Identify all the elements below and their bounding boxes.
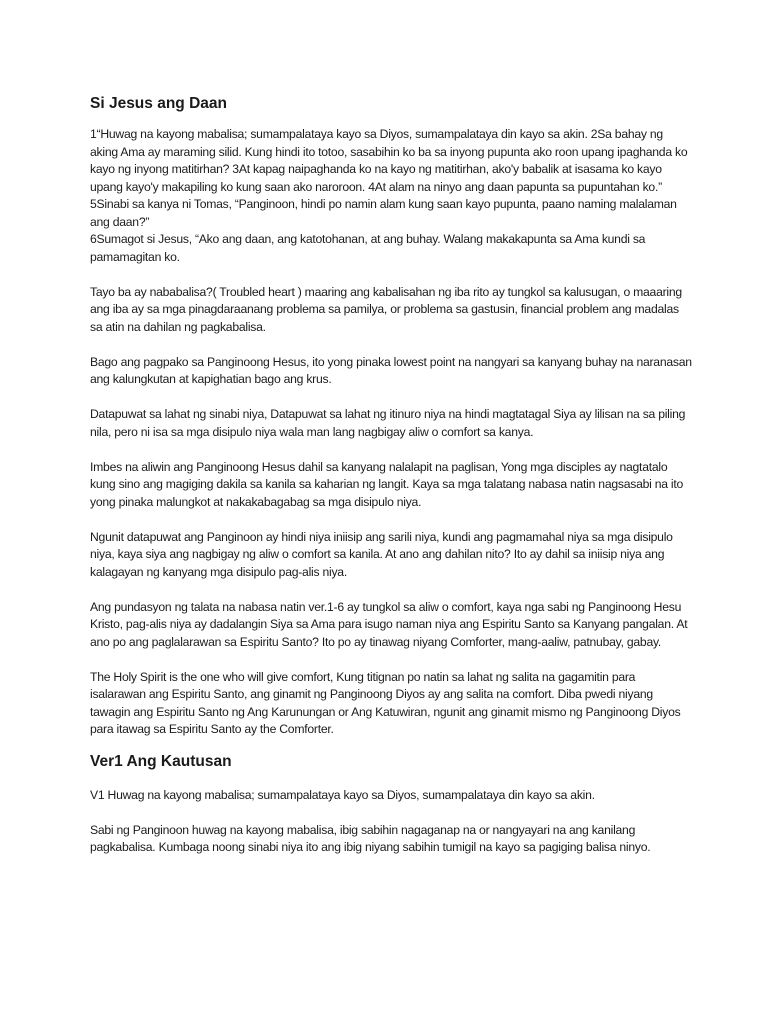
paragraph: Tayo ba ay nababalisa?( Troubled heart ) maaring ang kabalisahan ng iba rito ay tungkol sa kalusugan, o maaaring ang iba ay sa mga pinagdaraanang problema sa pamilya, or problema sa gastusin, financial problem ang madalas sa atin na dahilan ng pagkabalisa. (90, 284, 682, 334)
section-heading: Ver1 Ang Kautusan (90, 752, 232, 770)
paragraph: The Holy Spirit is the one who will give comfort, Kung titignan po natin sa lahat ng salita na gagamitin para isalarawan ang Espiritu Santo, ang ginamit ng Panginoong Diyos ay ang salita na comfort. Diba pwedi niyang tawagin ang Espiritu Santo ng Ang Karunungan or Ang Katuwiran, ngunit ang ginamit mismo ng Panginoong Diyos para itawag sa Espiritu Santo ay the Comforter. (90, 669, 681, 736)
document-title: Si Jesus ang Daan (90, 95, 227, 112)
paragraph: Ngunit datapuwat ang Panginoon ay hindi niya iniisip ang sarili niya, kundi ang pagmamahal niya sa mga disipulo niya, kaya siya ang nagbigay ng aliw o comfort sa kanila. At ano ang dahilan nito? Ito ay dahil sa iniisip niya ang kalagayan ng kanyang mga disipulo pag-alis niya. (90, 529, 673, 579)
scripture-intro-paragraph: 1“Huwag na kayong mabalisa; sumampalataya kayo sa Diyos, sumampalataya din kayo sa akin. 2Sa bahay ng aking Ama ay maraming silid. Kung hindi ito totoo, sasabihin ko ba sa inyong pupunta ako roon upang ipaghanda ko kayo ng inyong matitirhan? 3At kapag naipaghanda ko na kayo ng matitirhan, ako'y babalik at isasama ko kayo upang kayo'y makapiling ko kung saan ako naroroon. 4At alam na ninyo ang daan papunta sa pupuntahan ko.” 5Sinabi sa kanya ni Tomas, “Panginoon, hindi po namin alam kung saan kayo pupunta, paano naming malalaman ang daan?” 6Sumagot si Jesus, “Ako ang daan, ang katotohanan, at ang buhay. Walang makakapunta sa Ama kundi sa pamamagitan ko. (90, 127, 688, 264)
paragraph: Imbes na aliwin ang Panginoong Hesus dahil sa kanyang nalalapit na paglisan, Yong mga disciples ay nagtatalo kung sino ang magiging dakila sa kanila sa kaharian ng langit. Kaya sa mga talatang nabasa natin nagsasabi na ito yong pinaka malungkot at nakakabagabag sa mga disipulo niya. (90, 459, 684, 509)
verse-paragraph: V1 Huwag na kayong mabalisa; sumampalataya kayo sa Diyos, sumampalataya din kayo sa akin. (90, 787, 595, 802)
paragraph: Bago ang pagpako sa Panginoong Hesus, ito yong pinaka lowest point na nangyari sa kanyang buhay na naranasan ang kalungkutan at kapighatian bago ang krus. (90, 354, 692, 386)
paragraph: Sabi ng Panginoon huwag na kayong mabalisa, ibig sabihin nagaganap na or nangyayari na ang kanilang pagkabalisa. Kumbaga noong sinabi niya ito ang ibig niyang sabihin tumigil na kayo sa pagiging balisa ninyo. (90, 822, 651, 854)
paragraph: Datapuwat sa lahat ng sinabi niya, Datapuwat sa lahat ng itinuro niya na hindi magtatagal Siya ay lilisan na sa piling nila, pero ni isa sa mga disipulo niya wala man lang nagbigay aliw o comfort sa kanya. (90, 407, 686, 439)
paragraph: Ang pundasyon ng talata na nabasa natin ver.1-6 ay tungkol sa aliw o comfort, kaya nga sabi ng Panginoong Hesu Kristo, pag-alis niya ay dadalangin Siya sa Ama para isugo naman niya ang Espiritu Santo sa Kanyang pangalan. At ano po ang paglalarawan sa Espiritu Santo? Ito po ay tinawag niyang Comforter, mang-aaliw, patnubay, gabay. (90, 599, 688, 649)
document-page (90, 93, 692, 874)
